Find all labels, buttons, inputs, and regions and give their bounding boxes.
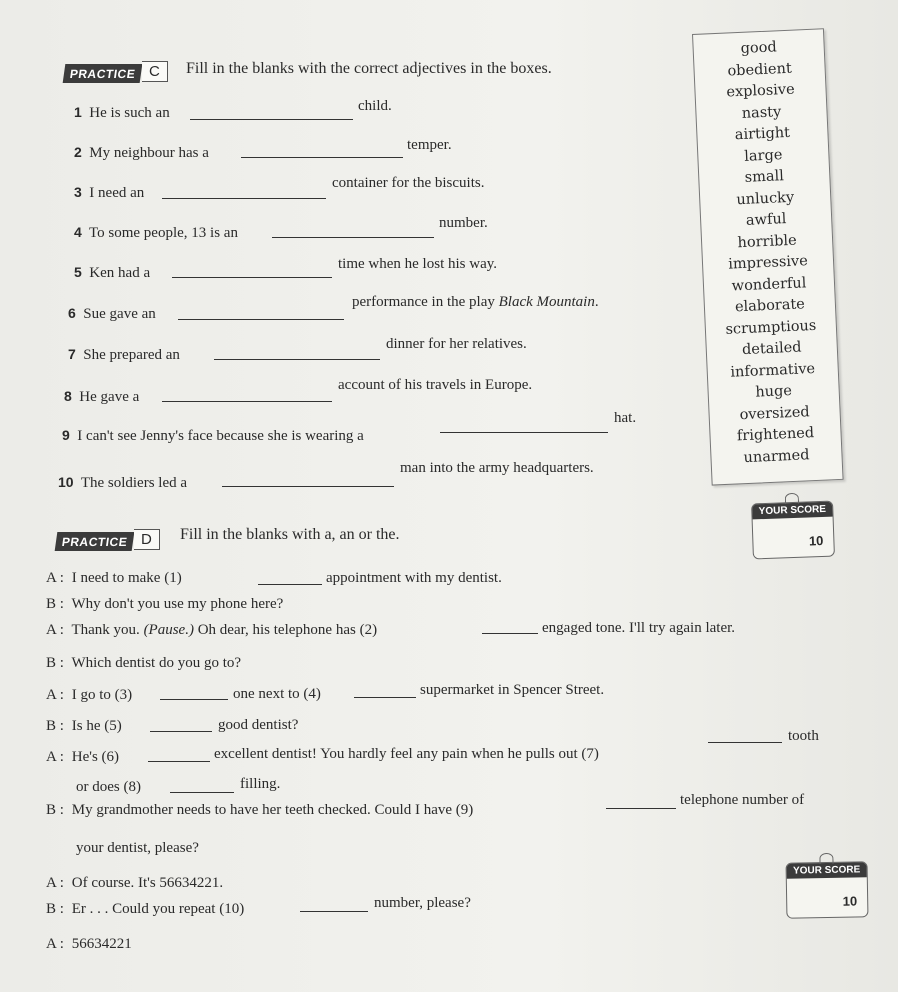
word-box-item: wonderful	[731, 274, 807, 294]
word-box-item: unarmed	[743, 446, 810, 466]
score-total: 10	[808, 532, 824, 549]
score-box-d	[786, 861, 869, 918]
score-label: YOUR SCORE	[752, 502, 832, 520]
hanger-icon	[785, 493, 799, 504]
question-5-end: time when he lost his way.	[338, 256, 498, 272]
dialogue-blank-4[interactable]	[354, 696, 416, 698]
answer-blank-2[interactable]	[241, 156, 403, 158]
dialogue-line-11: A : Of course. It's 56634221.	[46, 875, 224, 891]
dialogue-blank-9[interactable]	[606, 807, 676, 809]
word-box-item: oversized	[739, 403, 810, 423]
question-3: 3 I need an	[74, 184, 145, 201]
question-9-end: hat.	[614, 410, 637, 426]
question-2: 2 My neighbour has a	[74, 144, 209, 161]
word-box-item: airtight	[734, 124, 791, 144]
dialogue-line-9-end: telephone number of	[680, 792, 805, 808]
answer-blank-10[interactable]	[222, 485, 394, 487]
answer-blank-3[interactable]	[162, 197, 326, 199]
dialogue-blank-6[interactable]	[148, 760, 210, 762]
dialogue-line-12-end: number, please?	[374, 895, 471, 911]
answer-blank-7[interactable]	[214, 358, 380, 360]
question-5: 5 Ken had a	[74, 264, 151, 281]
adjective-word-box	[692, 28, 844, 485]
score-total: 10	[842, 893, 858, 909]
dialogue-line-5-mid: one next to (4)	[233, 686, 321, 702]
dialogue-line-8-end: filling.	[240, 776, 281, 792]
answer-blank-4[interactable]	[272, 236, 434, 238]
score-box-c	[751, 501, 835, 560]
word-box-item: impressive	[727, 253, 809, 273]
dialogue-line-10: your dentist, please?	[76, 840, 199, 856]
word-box-item: horrible	[737, 232, 797, 251]
dialogue-line-3: A : Thank you. (Pause.) Oh dear, his telephone has (2)	[46, 622, 378, 638]
dialogue-blank-10[interactable]	[300, 910, 368, 912]
question-10-end: man into the army headquarters.	[400, 460, 594, 476]
dialogue-line-9: B : My grandmother needs to have her teeth checked. Could I have (9)	[46, 802, 474, 818]
dialogue-line-13: A : 56634221	[46, 936, 132, 952]
dialogue-blank-7[interactable]	[708, 741, 782, 743]
dialogue-line-5-end: supermarket in Spencer Street.	[420, 682, 605, 698]
practice-d-badge: PRACTICE	[55, 532, 135, 551]
dialogue-blank-5[interactable]	[150, 730, 212, 732]
word-box-item: detailed	[741, 339, 802, 359]
question-2-end: temper.	[407, 137, 452, 153]
practice-c-badge: PRACTICE	[63, 64, 143, 83]
practice-c-letter: C	[142, 61, 168, 82]
word-box-item: large	[743, 146, 783, 165]
question-6-end: performance in the play Black Mountain.	[352, 294, 599, 310]
answer-blank-1[interactable]	[190, 118, 353, 120]
word-box-item: elaborate	[734, 296, 806, 316]
dialogue-line-6: B : Is he (5)	[46, 718, 122, 734]
question-8-end: account of his travels in Europe.	[338, 377, 533, 393]
question-1: 1 He is such an	[74, 104, 170, 121]
dialogue-line-2: B : Why don't you use my phone here?	[46, 596, 284, 612]
dialogue-line-8: or does (8)	[76, 779, 141, 795]
practice-c-instruction: Fill in the blanks with the correct adjectives in the boxes.	[186, 60, 552, 77]
practice-d-letter: D	[134, 529, 160, 550]
question-9: 9 I can't see Jenny's face because she is wearing a	[62, 427, 364, 444]
dialogue-line-7-mid: excellent dentist! You hardly feel any pain when he pulls out (7)	[214, 746, 599, 762]
dialogue-line-1-end: appointment with my dentist.	[326, 570, 502, 586]
dialogue-line-5: A : I go to (3)	[46, 687, 133, 703]
answer-blank-9[interactable]	[440, 431, 608, 433]
word-box-item: scrumptious	[725, 317, 817, 338]
dialogue-line-7-end: tooth	[788, 728, 819, 744]
word-box-item: awful	[745, 211, 787, 229]
question-3-end: container for the biscuits.	[332, 175, 485, 191]
practice-d-instruction: Fill in the blanks with a, an or the.	[180, 526, 400, 543]
word-box-item: unlucky	[736, 189, 795, 208]
word-box-item: good	[740, 39, 778, 57]
dialogue-line-6-end: good dentist?	[218, 717, 299, 733]
question-6: 6 Sue gave an	[68, 305, 156, 322]
score-label: YOUR SCORE	[787, 862, 867, 878]
dialogue-blank-1[interactable]	[258, 583, 322, 585]
word-box-item: small	[744, 168, 785, 186]
word-box-item: obedient	[727, 60, 793, 79]
question-1-end: child.	[358, 98, 392, 114]
answer-blank-8[interactable]	[162, 400, 332, 402]
dialogue-line-3-end: engaged tone. I'll try again later.	[542, 620, 736, 636]
dialogue-blank-2[interactable]	[482, 632, 538, 634]
word-box-item: frightened	[736, 425, 815, 445]
question-7-end: dinner for her relatives.	[386, 336, 527, 352]
hanger-icon	[819, 853, 833, 864]
question-10: 10 The soldiers led a	[58, 474, 188, 491]
word-box-item: nasty	[741, 103, 782, 122]
dialogue-line-7: A : He's (6)	[46, 749, 120, 765]
word-box-item: explosive	[726, 81, 795, 101]
dialogue-blank-8[interactable]	[170, 791, 234, 793]
question-8: 8 He gave a	[64, 388, 140, 405]
question-4-end: number.	[439, 215, 488, 231]
dialogue-line-1: A : I need to make (1)	[46, 570, 182, 586]
dialogue-blank-3[interactable]	[160, 698, 228, 700]
question-7: 7 She prepared an	[68, 346, 180, 363]
answer-blank-6[interactable]	[178, 318, 344, 320]
answer-blank-5[interactable]	[172, 276, 332, 278]
word-box-item: huge	[755, 382, 793, 401]
word-box-item: informative	[730, 360, 816, 381]
dialogue-line-12: B : Er . . . Could you repeat (10)	[46, 901, 245, 917]
dialogue-line-4: B : Which dentist do you go to?	[46, 655, 242, 671]
question-4: 4 To some people, 13 is an	[74, 224, 238, 241]
